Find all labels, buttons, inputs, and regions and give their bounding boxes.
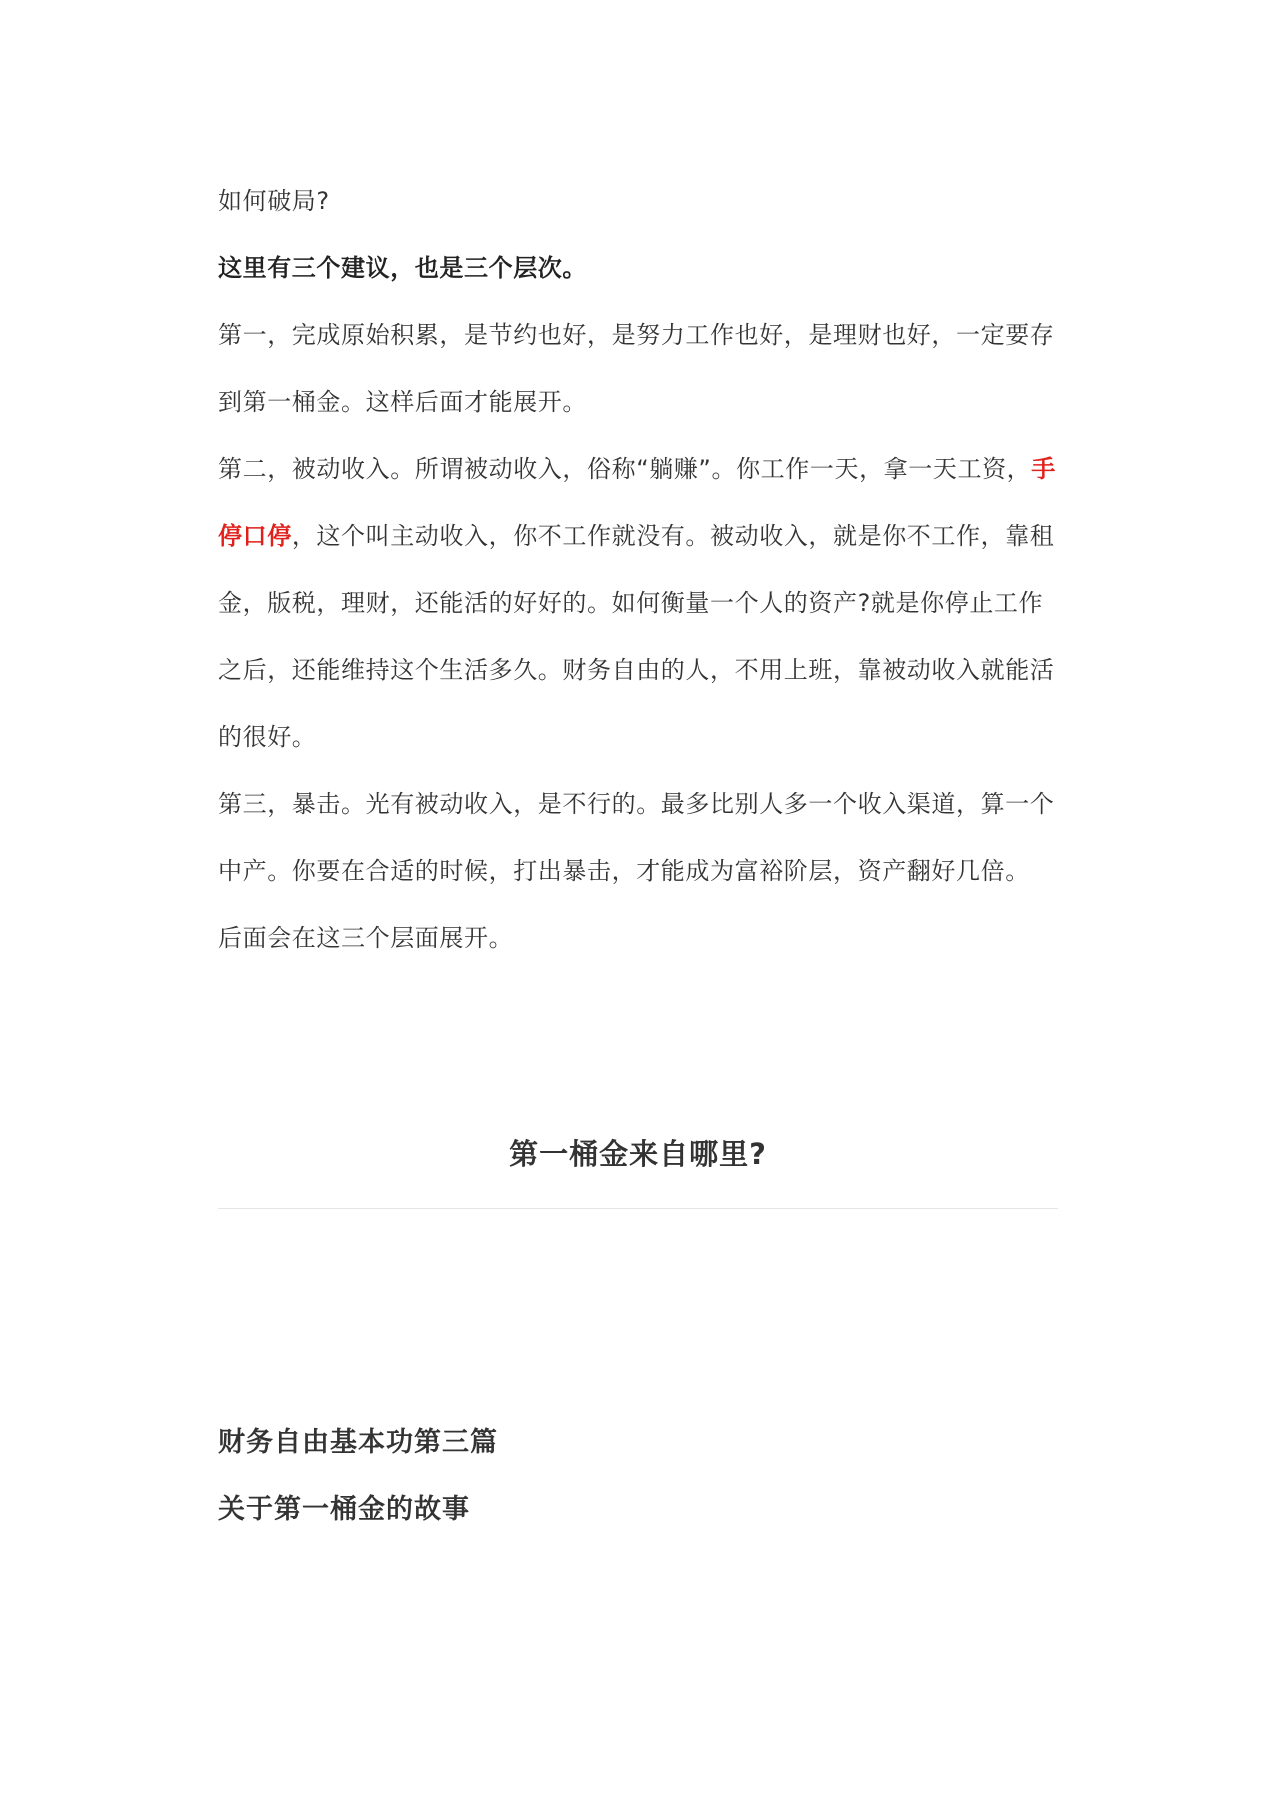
highlight-phrase: 手停口停	[218, 455, 1056, 550]
section-divider	[218, 1208, 1058, 1209]
paragraph-third: 第三，暴击。光有被动收入，是不行的。最多比别人多一个收入渠道，算一个中产。你要在合适的时候，打出暴击，才能成为富裕阶层，资产翻好几倍。	[218, 790, 1055, 885]
series-title: 财务自由基本功第三篇	[218, 1427, 498, 1458]
section-title: 第一桶金来自哪里?	[509, 1137, 767, 1171]
closing-line: 后面会在这三个层面展开。	[218, 924, 514, 952]
series-subtitle: 关于第一桶金的故事	[218, 1494, 470, 1525]
article-body	[218, 168, 1058, 972]
paragraph-second-part1: 第二，被动收入。所谓被动收入，俗称“躺赚”。你工作一天，拿一天工资，	[218, 455, 1032, 483]
paragraph-second-part2: ，这个叫主动收入，你不工作就没有。被动收入，就是你不工作，靠租金，版税，理财，还能活的好好的。如何衡量一个人的资产?就是你停止工作之后，还能维持这个生活多久。财务自由的人，不用上班，靠被动收入就能活的很好。	[218, 522, 1055, 751]
paragraph-first: 第一，完成原始积累，是节约也好，是努力工作也好，是理财也好，一定要存到第一桶金。这样后面才能展开。	[218, 321, 1055, 416]
paragraph-second	[218, 436, 1058, 771]
question-line: 如何破局?	[218, 187, 330, 215]
advice-heading: 这里有三个建议，也是三个层次。	[218, 254, 587, 282]
